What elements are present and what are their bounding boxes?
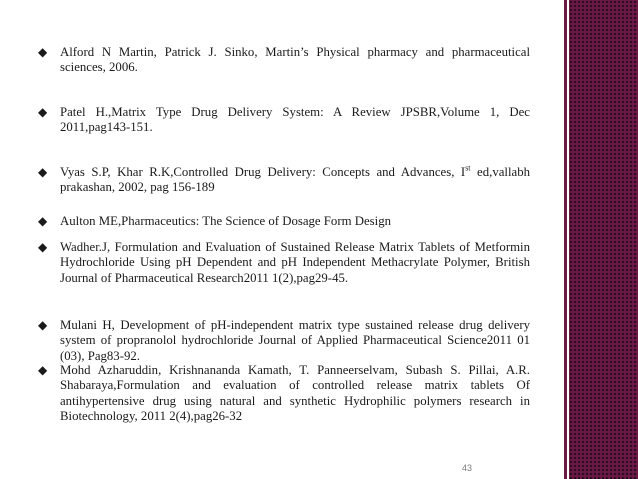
page-number: 43 <box>462 463 473 473</box>
reference-text: Patel H.,Matrix Type Drug Delivery System: A Review JPSBR,Volume 1, Dec 2011,pag143-151. <box>60 105 530 135</box>
reference-item <box>38 45 530 76</box>
diamond-bullet-icon: ◆ <box>38 165 48 179</box>
reference-item <box>38 363 530 425</box>
reference-text <box>60 165 530 196</box>
diamond-bullet-icon: ◆ <box>38 105 48 119</box>
reference-text: Aulton ME,Pharmaceutics: The Science of Dosage Form Design <box>60 214 391 228</box>
reference-item <box>38 105 530 136</box>
reference-text: Wadher.J, Formulation and Evaluation of Sustained Release Matrix Tablets of Metformin Hydrochloride Using pH Dependent and pH Independent Methacrylate Polymer, British Journal of Pharmaceutical Research2011 1(2),pag29-45. <box>60 240 530 285</box>
reference-item <box>38 165 530 196</box>
decorative-side-panel <box>569 0 638 479</box>
diamond-bullet-icon: ◆ <box>38 214 48 228</box>
diamond-bullet-icon: ◆ <box>38 363 48 377</box>
side-divider-line <box>564 0 567 479</box>
diamond-bullet-icon: ◆ <box>38 318 48 332</box>
reference-text: Alford N Martin, Patrick J. Sinko, Martin’s Physical pharmacy and pharmaceutical sciences, 2006. <box>60 45 530 75</box>
reference-item <box>38 318 530 364</box>
reference-item <box>38 240 530 286</box>
reference-item <box>38 214 530 229</box>
diamond-bullet-icon: ◆ <box>38 240 48 254</box>
reference-text-rest: ed,vallabh prakashan, 2002, pag 156-189 <box>60 165 530 195</box>
reference-text: Mulani H, Development of pH-independent matrix type sustained release drug delivery system of propranolol hydrochloride Journal of Applied Pharmaceutical Science2011 01 (03), Pag83-92. <box>60 318 530 363</box>
reference-text-main: Vyas S.P, Khar R.K,Controlled Drug Delivery: Concepts and Advances, I <box>60 165 466 179</box>
reference-text: Mohd Azharuddin, Krishnananda Kamath, T. Panneerselvam, Subash S. Pillai, A.R. Shabaraya,Formulation and evaluation of controlled release matrix tablets Of antihypertensive drug using natural and synthetic Hydrophilic polymers research in Biotechnology, 2011 2(4),pag26-32 <box>60 363 530 424</box>
diamond-bullet-icon: ◆ <box>38 45 48 59</box>
ordinal-superscript: st <box>465 163 471 173</box>
